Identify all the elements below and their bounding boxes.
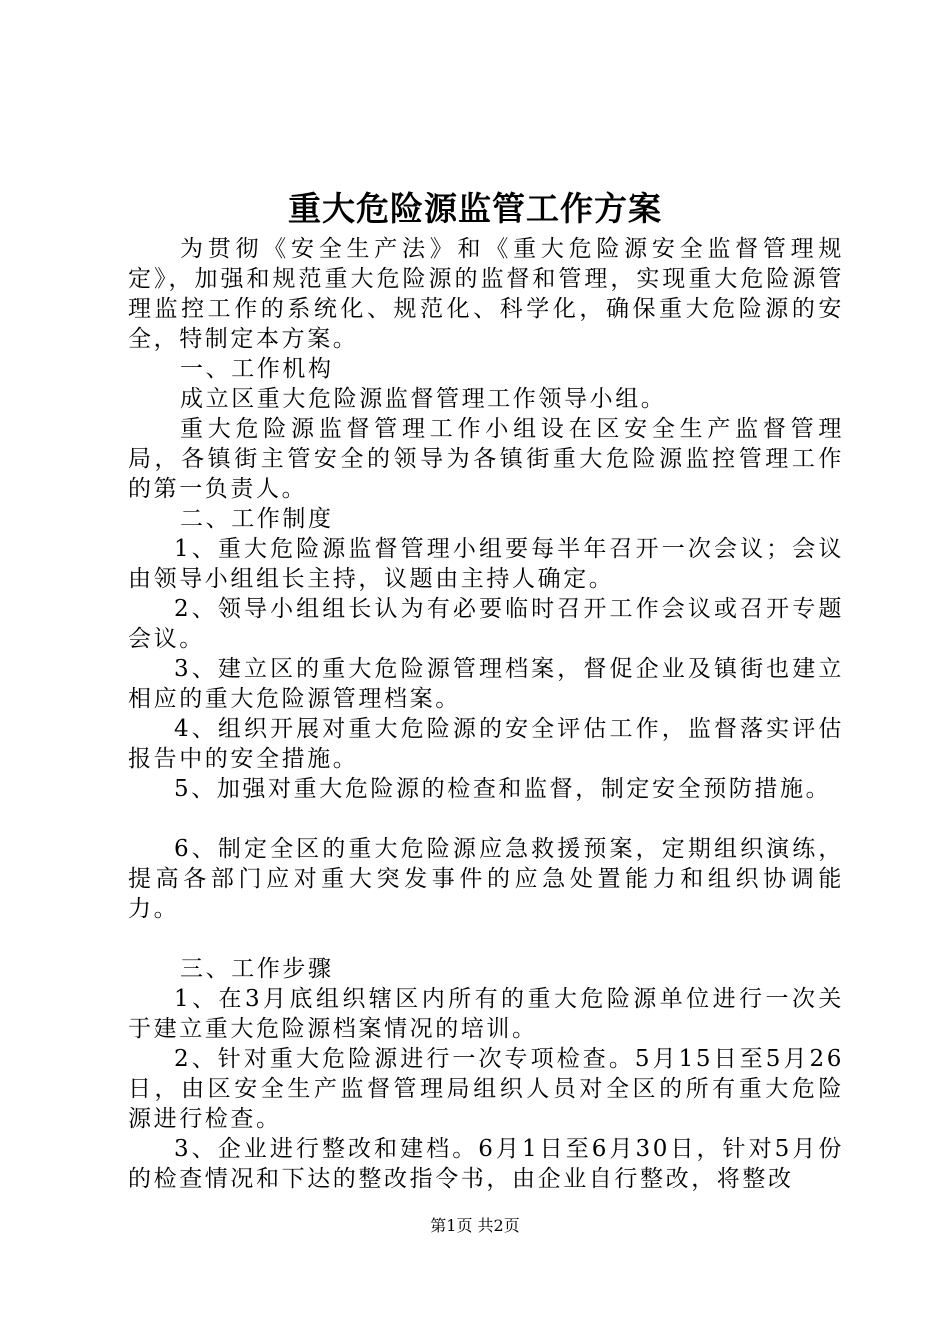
list-item-system-1: 1、重大危险源监督管理小组要每半年召开一次会议；会议由领导小组组长主持，议题由主持人确定。 (128, 536, 844, 592)
list-item-system-6: 6、制定全区的重大危险源应急救援预案，定期组织演练，提高各部门应对重大突发事件的应急处置能力和组织协调能力。 (128, 836, 844, 922)
paragraph-intro: 为贯彻《安全生产法》和《重大危险源安全监督管理规定》，加强和规范重大危险源的监督和管理，实现重大危险源管理监控工作的系统化、规范化、科学化，确保重大危险源的安全，特制定本方案。 (128, 236, 844, 352)
list-item-system-5: 5、加强对重大危险源的检查和监督，制定安全预防措施。 (174, 776, 832, 802)
list-item-system-3: 3、建立区的重大危险源管理档案，督促企业及镇街也建立相应的重大危险源管理档案。 (128, 656, 844, 712)
document-title: 重大危险源监管工作方案 (288, 189, 662, 228)
list-item-system-4: 4、组织开展对重大危险源的安全评估工作，监督落实评估报告中的安全措施。 (128, 716, 844, 772)
page-footer: 第1页 共2页 (430, 1216, 520, 1235)
document-body (128, 234, 844, 1194)
paragraph-group-location: 重大危险源监督管理工作小组设在区安全生产监督管理局，各镇街主管安全的领导为各镇街重大危险源监控管理工作的第一负责人。 (128, 416, 844, 502)
list-item-step-3: 3、企业进行整改和建档。6月1日至6月30日，针对5月份的检查情况和下达的整改指令书，由企业自行整改，将整改 (128, 1136, 844, 1192)
list-item-step-1: 1、在3月底组织辖区内所有的重大危险源单位进行一次关于建立重大危险源档案情况的培训。 (128, 986, 844, 1042)
list-item-system-2: 2、领导小组组长认为有必要临时召开工作会议或召开专题会议。 (128, 596, 844, 652)
section-heading-organization: 一、工作机构 (180, 356, 334, 382)
paragraph-establish-group: 成立区重大危险源监督管理工作领导小组。 (180, 386, 667, 412)
blank-line (128, 924, 844, 954)
section-heading-system: 二、工作制度 (180, 506, 334, 532)
section-heading-steps: 三、工作步骤 (180, 956, 334, 982)
blank-line (128, 804, 844, 834)
list-item-step-2: 2、针对重大危险源进行一次专项检查。5月15日至5月26日，由区安全生产监督管理局组织人员对全区的所有重大危险源进行检查。 (128, 1046, 844, 1132)
